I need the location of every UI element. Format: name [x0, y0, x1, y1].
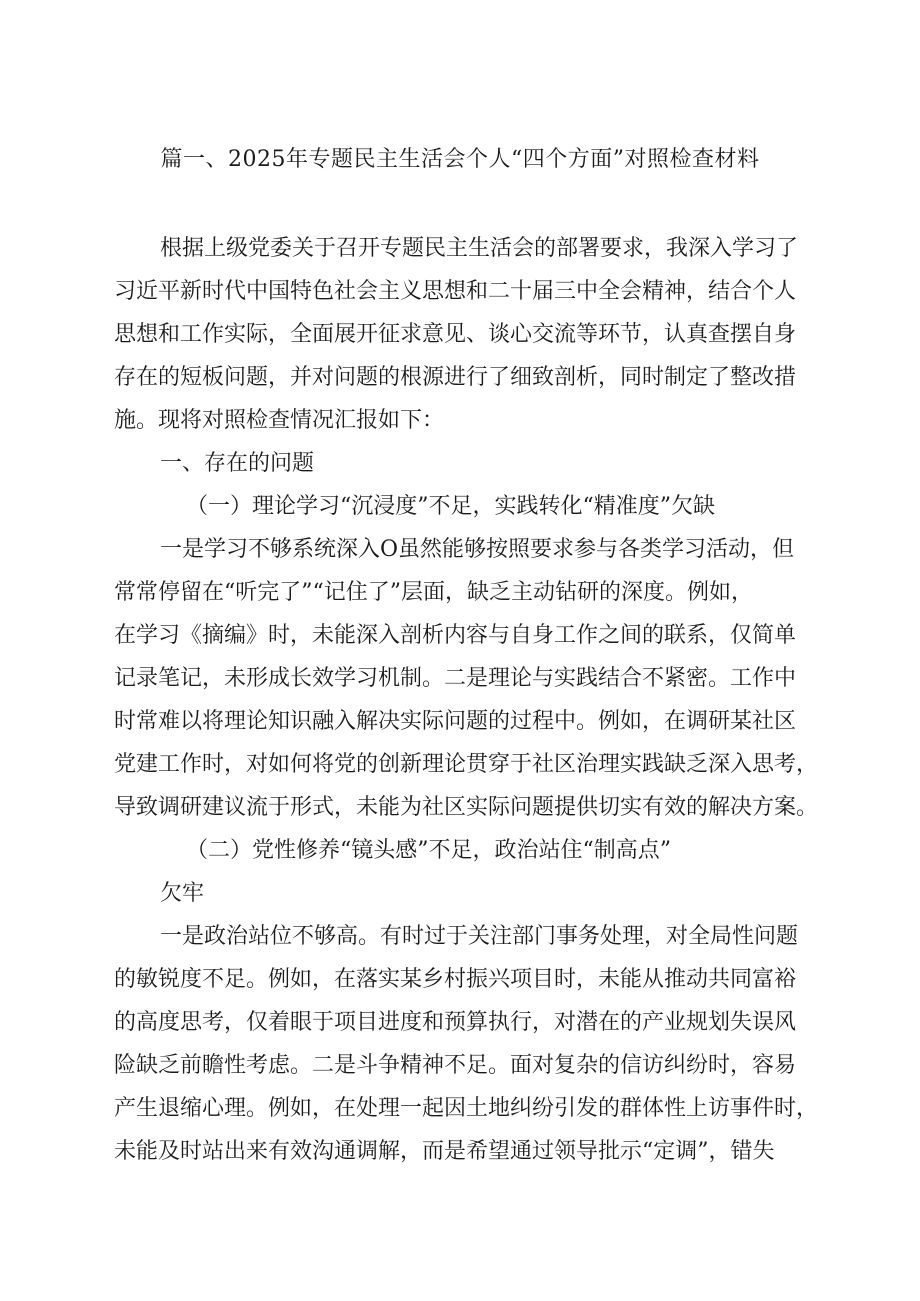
subsection-heading-continued: 欠牢: [160, 881, 205, 906]
body-line: 时常难以将理论知识融入解决实际问题的过程中。例如，在调研某社区: [114, 709, 797, 734]
body-line: 党建工作时，对如何将党的创新理论贯穿于社区治理实践缺乏深入思考，: [114, 752, 819, 777]
body-line: 的高度思考，仅着眼于项目进度和预算执行，对潜在的产业规划失误风: [114, 1010, 797, 1035]
section-heading: 一、存在的问题: [160, 451, 315, 476]
intro-line: 思想和工作实际，全面展开征求意见、谈心交流等环节，认真查摆自身: [114, 322, 797, 347]
body-line: 未能及时站出来有效沟通调解，而是希望通过领导批示“定调”，错失: [114, 1139, 775, 1164]
body-line: 导致调研建议流于形式，未能为社区实际问题提供切实有效的解决方案。: [114, 795, 819, 820]
intro-line: 存在的短板问题，并对问题的根源进行了细致剖析，同时制定了整改措: [114, 365, 797, 390]
body-line: 一是政治站位不够高。有时过于关注部门事务处理，对全局性问题: [160, 924, 799, 949]
body-line: 险缺乏前瞻性考虑。二是斗争精神不足。面对复杂的信访纠纷时，容易: [114, 1053, 797, 1078]
body-line: 一是学习不够系统深入O虽然能够按照要求参与各类学习活动，但: [160, 537, 795, 562]
body-line: 常常停留在“听完了”“记住了”层面，缺乏主动钻研的深度。例如，: [114, 580, 753, 605]
subsection-heading: （二）党性修养“镜头感”不足，政治站住“制高点”: [186, 838, 671, 863]
body-line: 在学习《摘编》时，未能深入剖析内容与自身工作之间的联系，仅简单: [114, 623, 797, 648]
intro-line: 根据上级党委关于召开专题民主生活会的部署要求，我深入学习了: [160, 236, 799, 261]
body-line: 记录笔记，未形成长效学习机制。二是理论与实践结合不紧密。工作中: [114, 666, 797, 691]
intro-line: 施。现将对照检查情况汇报如下：: [114, 408, 445, 433]
document-title: 篇一、2025年专题民主生活会个人“四个方面”对照检查材料: [160, 147, 760, 172]
subsection-heading: （一）理论学习“沉浸度”不足，实践转化“精准度”欠缺: [186, 494, 715, 519]
body-line: 的敏锐度不足。例如，在落实某乡村振兴项目时，未能从推动共同富裕: [114, 967, 797, 992]
body-line: 产生退缩心理。例如，在处理一起因土地纠纷引发的群体性上访事件时，: [114, 1096, 819, 1121]
intro-line: 习近平新时代中国特色社会主义思想和二十届三中全会精神，结合个人: [114, 279, 797, 304]
